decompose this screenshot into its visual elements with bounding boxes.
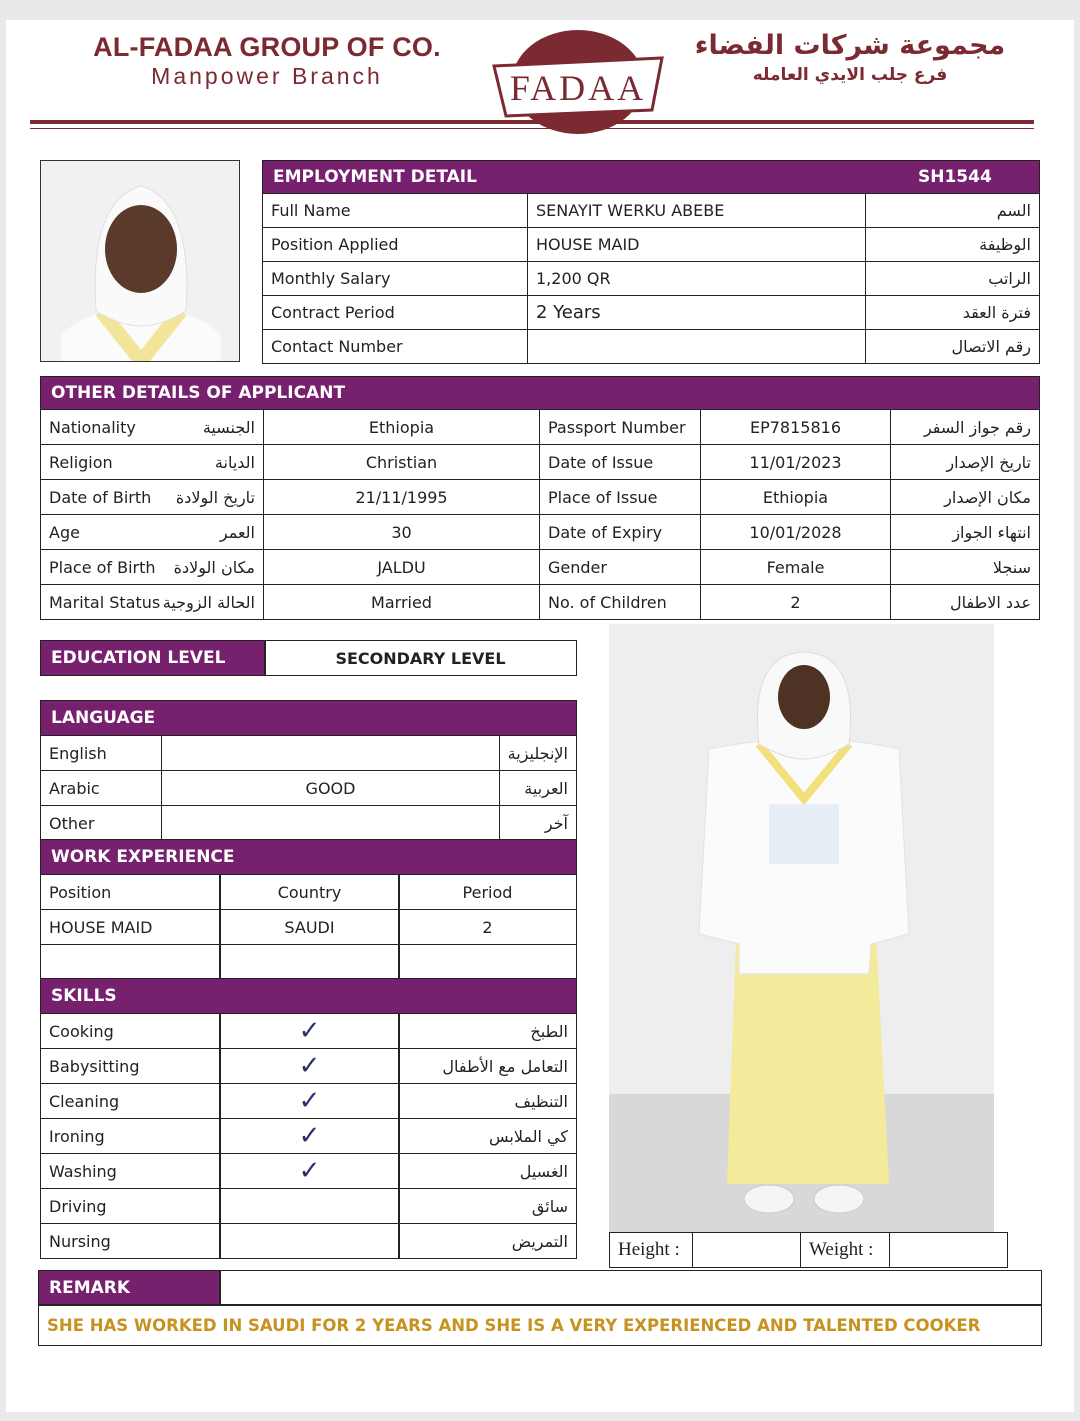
skill-label-ar: الغسيل xyxy=(398,1153,577,1189)
other-label: Marital Status الحالة الزوجية xyxy=(40,584,264,620)
weight-label: Weight : xyxy=(800,1232,890,1268)
work-header-cell: Country xyxy=(219,874,400,910)
applicant-code: SH1544 xyxy=(918,167,992,187)
education-level-value: SECONDARY LEVEL xyxy=(264,640,577,676)
employment-value xyxy=(527,329,866,364)
employment-label: Full Name xyxy=(262,193,528,228)
skill-check xyxy=(219,1188,400,1224)
other-value: Married xyxy=(263,584,540,620)
work-cell xyxy=(398,944,577,980)
employment-label-ar: الراتب xyxy=(865,261,1040,296)
language-label-ar: آخر xyxy=(499,805,577,841)
checkmark-icon: ✓ xyxy=(298,1051,321,1081)
employment-label-ar: السم xyxy=(865,193,1040,228)
other-label-2-ar: عدد الاطفال xyxy=(890,584,1040,620)
other-value-2: 2 xyxy=(700,584,891,620)
language-value: GOOD xyxy=(161,770,500,806)
other-label: Nationality الجنسية xyxy=(40,409,264,445)
skill-check xyxy=(219,1223,400,1259)
other-label-2-ar: سنجلا xyxy=(890,549,1040,585)
skill-label-ar: التعامل مع الأطفال xyxy=(398,1048,577,1084)
other-label: Place of Birth مكان الولادة xyxy=(40,549,264,585)
other-details-title: OTHER DETAILS OF APPLICANT xyxy=(51,383,346,403)
language-label: English xyxy=(40,735,162,771)
header-rule xyxy=(30,120,1034,124)
employment-label-ar: الوظيفة xyxy=(865,227,1040,262)
logo-text: FADAA xyxy=(509,68,647,108)
other-details-header xyxy=(40,376,1040,410)
skill-check xyxy=(219,1153,400,1189)
employment-label: Contract Period xyxy=(262,295,528,330)
company-name-ar xyxy=(690,30,1010,85)
employment-value: 1,200 QR xyxy=(527,261,866,296)
checkmark-icon: ✓ xyxy=(298,1016,321,1046)
work-cell xyxy=(40,944,221,980)
skill-check xyxy=(219,1048,400,1084)
other-value-2: Ethiopia xyxy=(700,479,891,515)
skill-label-ar: الطبخ xyxy=(398,1013,577,1049)
checkmark-icon: ✓ xyxy=(298,1156,321,1186)
language-label-ar: العربية xyxy=(499,770,577,806)
language-label: Arabic xyxy=(40,770,162,806)
skill-label-ar: كي الملابس xyxy=(398,1118,577,1154)
skill-check xyxy=(219,1013,400,1049)
skill-label: Nursing xyxy=(40,1223,221,1259)
other-label-2-ar: رقم جواز السفر xyxy=(890,409,1040,445)
employment-label: Position Applied xyxy=(262,227,528,262)
other-label-2: Passport Number xyxy=(539,409,701,445)
other-value: 30 xyxy=(263,514,540,550)
other-label: Date of Birth تاريخ الولادة xyxy=(40,479,264,515)
employment-label: Monthly Salary xyxy=(262,261,528,296)
other-value-2: Female xyxy=(700,549,891,585)
skill-label: Babysitting xyxy=(40,1048,221,1084)
work-experience-header xyxy=(40,839,577,875)
skill-label: Washing xyxy=(40,1153,221,1189)
checkmark-icon: ✓ xyxy=(298,1121,321,1151)
weight-value xyxy=(889,1232,1008,1268)
other-value: Ethiopia xyxy=(263,409,540,445)
education-level-title: EDUCATION LEVEL xyxy=(51,648,226,668)
skill-label-ar: التنظيف xyxy=(398,1083,577,1119)
company-name-en xyxy=(72,32,462,90)
work-cell xyxy=(219,944,400,980)
skill-label: Driving xyxy=(40,1188,221,1224)
height-value xyxy=(692,1232,801,1268)
employment-value: 2 Years xyxy=(527,295,866,330)
other-label-2-ar: انتهاء الجواز xyxy=(890,514,1040,550)
remark-header-fill xyxy=(219,1270,1042,1306)
other-label-2-ar: مكان الإصدار xyxy=(890,479,1040,515)
language-value xyxy=(161,735,500,771)
work-cell: HOUSE MAID xyxy=(40,909,221,945)
header-rule-thin xyxy=(30,128,1034,129)
other-label-2: Date of Issue xyxy=(539,444,701,480)
skill-label: Ironing xyxy=(40,1118,221,1154)
other-value-2: 10/01/2028 xyxy=(700,514,891,550)
language-label: Other xyxy=(40,805,162,841)
remark-text: SHE HAS WORKED IN SAUDI FOR 2 YEARS AND SHE IS A VERY EXPERIENCED AND TALENTED COOKER xyxy=(38,1304,1042,1346)
other-label: Religion الديانة xyxy=(40,444,264,480)
employment-detail-title: EMPLOYMENT DETAIL xyxy=(273,167,477,187)
employment-label-ar: فترة العقد xyxy=(865,295,1040,330)
skills-header xyxy=(40,978,577,1014)
work-header-cell: Position xyxy=(40,874,221,910)
language-value xyxy=(161,805,500,841)
remark-title: REMARK xyxy=(49,1278,131,1298)
skill-label: Cooking xyxy=(40,1013,221,1049)
applicant-headshot xyxy=(40,160,240,362)
employment-label: Contact Number xyxy=(262,329,528,364)
other-value-2: 11/01/2023 xyxy=(700,444,891,480)
checkmark-icon: ✓ xyxy=(298,1086,321,1116)
work-cell: 2 xyxy=(398,909,577,945)
skill-label-ar: التمريض xyxy=(398,1223,577,1259)
branch-title-ar: فرع جلب الايدي العامله xyxy=(752,65,948,85)
branch-title-en: Manpower Branch xyxy=(151,63,383,89)
other-value: 21/11/1995 xyxy=(263,479,540,515)
language-title: LANGUAGE xyxy=(51,708,156,728)
employment-value: HOUSE MAID xyxy=(527,227,866,262)
other-value: JALDU xyxy=(263,549,540,585)
skill-label: Cleaning xyxy=(40,1083,221,1119)
other-value-2: EP7815816 xyxy=(700,409,891,445)
skill-check xyxy=(219,1083,400,1119)
other-label-2: Gender xyxy=(539,549,701,585)
employment-detail-header xyxy=(262,160,1040,194)
height-label: Height : xyxy=(609,1232,693,1268)
other-label: Age العمر xyxy=(40,514,264,550)
work-header-cell: Period xyxy=(398,874,577,910)
skills-title: SKILLS xyxy=(51,986,117,1006)
work-experience-title: WORK EXPERIENCE xyxy=(51,847,235,867)
other-label-2-ar: تاريخ الإصدار xyxy=(890,444,1040,480)
company-title-en: AL-FADAA GROUP OF CO. xyxy=(93,32,441,62)
applicant-full-photo xyxy=(609,624,994,1232)
other-label-2: Place of Issue xyxy=(539,479,701,515)
other-label-2: Date of Expiry xyxy=(539,514,701,550)
skill-check xyxy=(219,1118,400,1154)
employment-value: SENAYIT WERKU ABEBE xyxy=(527,193,866,228)
skill-label-ar: سائق xyxy=(398,1188,577,1224)
remark-header xyxy=(38,1270,221,1306)
other-label-2: No. of Children xyxy=(539,584,701,620)
employment-label-ar: رقم الاتصال xyxy=(865,329,1040,364)
language-label-ar: الإنجليزية xyxy=(499,735,577,771)
other-value: Christian xyxy=(263,444,540,480)
company-title-ar: مجموعة شركات الفضاء xyxy=(694,30,1006,61)
education-level-header xyxy=(40,640,266,676)
language-header xyxy=(40,700,577,736)
work-cell: SAUDI xyxy=(219,909,400,945)
